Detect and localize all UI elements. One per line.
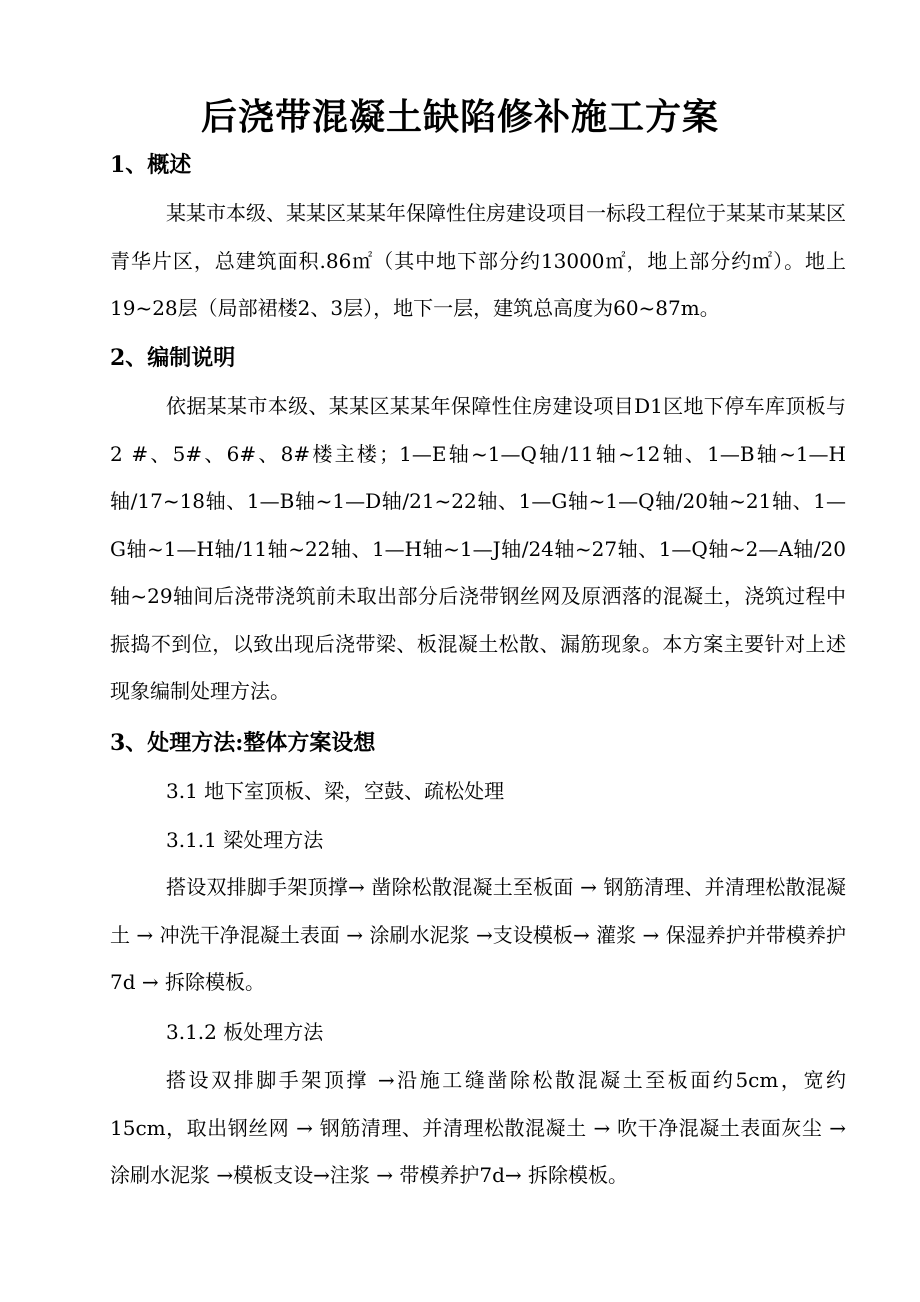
section-heading-method: 3、处理方法:整体方案设想 xyxy=(110,730,376,756)
section-paragraph-slab-method: 搭设双排脚手架顶撑 →沿施工缝凿除松散混凝土至板面约5cm，宽约15cm，取出钢丝网 → 钢筋清理、并清理松散混凝土 → 吹干净混凝土表面灰尘 → 涂刷水泥浆 →模板支设→注浆 → 带模养护7d→ 拆除模板。 xyxy=(110,1068,846,1187)
section-heading-overview: 1、概述 xyxy=(110,152,192,178)
subsection-heading-slab-method: 3.1.2 板处理方法 xyxy=(166,1020,324,1044)
section-paragraph-beam-method: 搭设双排脚手架顶撑→ 凿除松散混凝土至板面 → 钢筋清理、并清理松散混凝土 → 冲洗干净混凝土表面 → 涂刷水泥浆 →支设模板→ 灌浆 → 保湿养护并带模养护7d → 拆除模板。 xyxy=(110,875,846,994)
document-title: 后浇带混凝土缺陷修补施工方案 xyxy=(200,96,719,138)
subsection-heading-roof-slab: 3.1 地下室顶板、梁，空鼓、疏松处理 xyxy=(166,779,505,803)
section-paragraph-description: 依据某某市本级、某某区某某年保障性住房建设项目D1区地下停车库顶板与2 #、5#、6#、8#楼主楼；1—E轴~1—Q轴/11轴~12轴、1—B轴~1—H轴/17~18轴、1—B轴~1—D轴/21~22轴、1—G轴~1—Q轴/20轴~21轴、1—G轴~1—H轴/11轴~22轴、1—H轴~1—J轴/24轴~27轴、1—Q轴~2—A轴/20轴~29轴间后浇带浇筑前未取出部分后浇带钢丝网及原洒落的混凝土，浇筑过程中振捣不到位，以致出现后浇带梁、板混凝土松散、漏筋现象。本方案主要针对上述现象编制处理方法。 xyxy=(110,394,846,703)
subsection-heading-beam-method: 3.1.1 梁处理方法 xyxy=(166,828,324,852)
section-heading-description: 2、编制说明 xyxy=(110,345,236,371)
section-paragraph-overview: 某某市本级、某某区某某年保障性住房建设项目一标段工程位于某某市某某区青华片区，总建筑面积.86㎡（其中地下部分约13000㎡，地上部分约㎡）。地上19~28层（局部裙楼2、3层），地下一层，建筑总高度为60~87m。 xyxy=(110,201,846,320)
